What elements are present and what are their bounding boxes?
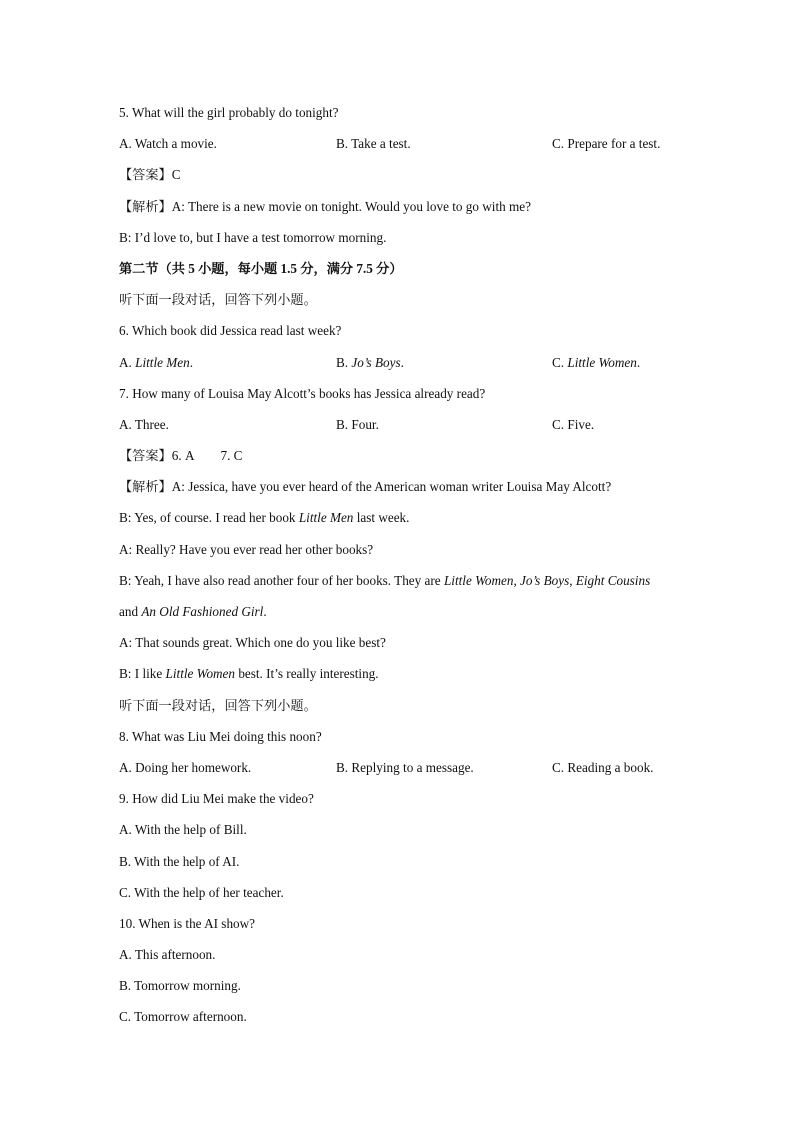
punctuation: . (263, 604, 267, 619)
question-7-options (119, 412, 679, 443)
dialogue-text: B: Yeah, I have also read another four of her books. They are (119, 572, 444, 588)
listening-instruction: 听下面一段对话，回答下列小题。 (119, 697, 317, 713)
book-title: Eight Cousins (575, 572, 651, 588)
option-c: C. With the help of her teacher. (119, 884, 284, 900)
dialogue-text: last week. (353, 510, 410, 526)
punctuation: , (569, 572, 576, 588)
option-b: B. Tomorrow morning. (119, 978, 241, 994)
answer-value-7: 7. C (220, 448, 243, 464)
listening-instruction: 听下面一段对话，回答下列小题。 (119, 292, 317, 308)
option-a: A. Three. (119, 416, 169, 432)
book-title: Little Men (298, 510, 354, 526)
option-b: B. Take a test. (336, 136, 411, 152)
explanation-block-1-line-1 (119, 194, 679, 225)
explanation-block-2-line-3: A: Really? Have you ever read her other books? (119, 541, 374, 557)
option-a: A. Doing her homework. (119, 759, 252, 775)
option-c (552, 350, 640, 381)
explanation-block-2-line-7 (119, 661, 679, 692)
answer-value: C (171, 167, 181, 183)
book-title: Little Women (567, 354, 637, 370)
question-6: 6. Which book did Jessica read last week? (119, 323, 342, 339)
explanation-block-2-line-1 (119, 474, 679, 505)
question-5-options (119, 131, 679, 162)
dialogue-text: B: Yes, of course. I read her book (119, 510, 299, 526)
explanation-block-2-line-2 (119, 505, 679, 536)
punctuation: . (400, 354, 404, 370)
option-c: C. Five. (552, 416, 595, 432)
answer-block-2 (119, 443, 679, 474)
option-b (336, 350, 552, 381)
dialogue-line: A: Jessica, have you ever heard of the American woman writer Louisa May Alcott? (171, 479, 612, 495)
option-letter: C. (552, 354, 568, 370)
option-a: A. This afternoon. (119, 947, 216, 963)
punctuation: . (189, 354, 193, 370)
explanation-block-2-line-4 (119, 568, 679, 599)
answer-block-1 (119, 162, 679, 193)
option-a (119, 350, 336, 381)
question-9: 9. How did Liu Mei make the video? (119, 791, 314, 807)
option-letter: B. (336, 354, 352, 370)
answer-label: 【答案】 (119, 448, 172, 464)
question-5: 5. What will the girl probably do tonight? (119, 105, 339, 120)
book-title: An Old Fashioned Girl (141, 604, 264, 619)
question-8: 8. What was Liu Mei doing this noon? (119, 728, 322, 744)
dialogue-text: and (119, 604, 142, 619)
option-c: C. Reading a book. (552, 759, 654, 775)
option-letter: A. (119, 354, 136, 370)
book-title: Little Women (443, 572, 514, 588)
dialogue-text: B: I like (119, 666, 166, 682)
book-title: Jo’s Boys (351, 354, 401, 370)
book-title: Jo’s Boys (520, 572, 570, 588)
option-b: B. Replying to a message. (336, 759, 474, 775)
explanation-block-2-line-6: A: That sounds great. Which one do you like best? (119, 635, 386, 651)
question-7: 7. How many of Louisa May Alcott’s books has Jessica already read? (119, 385, 486, 401)
explanation-block-2-line-5 (119, 599, 679, 630)
book-title: Little Women (165, 666, 236, 682)
dialogue-text: best. It’s really interesting. (235, 666, 379, 682)
punctuation: , (513, 572, 521, 588)
section-2-title: 第二节（共 5 小题，每小题 1.5 分，满分 7.5 分） (119, 260, 403, 276)
question-10: 10. When is the AI show? (119, 915, 256, 931)
explanation-label: 【解析】 (119, 198, 172, 214)
option-b: B. With the help of AI. (119, 853, 240, 869)
question-8-options (119, 755, 679, 786)
document-page (119, 100, 679, 1036)
question-6-options (119, 350, 679, 381)
option-c: C. Prepare for a test. (552, 136, 661, 152)
option-c: C. Tomorrow afternoon. (119, 1009, 247, 1025)
option-a: A. With the help of Bill. (119, 822, 247, 838)
answer-value-6: 6. A (171, 448, 195, 464)
option-a: A. Watch a movie. (119, 136, 217, 152)
explanation-label: 【解析】 (119, 479, 172, 495)
punctuation: . (636, 354, 641, 370)
dialogue-line: A: There is a new movie on tonight. Would you love to go with me? (171, 198, 531, 214)
option-b: B. Four. (336, 416, 379, 432)
explanation-block-1-line-2: B: I’d love to, but I have a test tomorrow morning. (119, 229, 387, 245)
book-title: Little Men (135, 354, 190, 370)
answer-label: 【答案】 (119, 167, 172, 183)
